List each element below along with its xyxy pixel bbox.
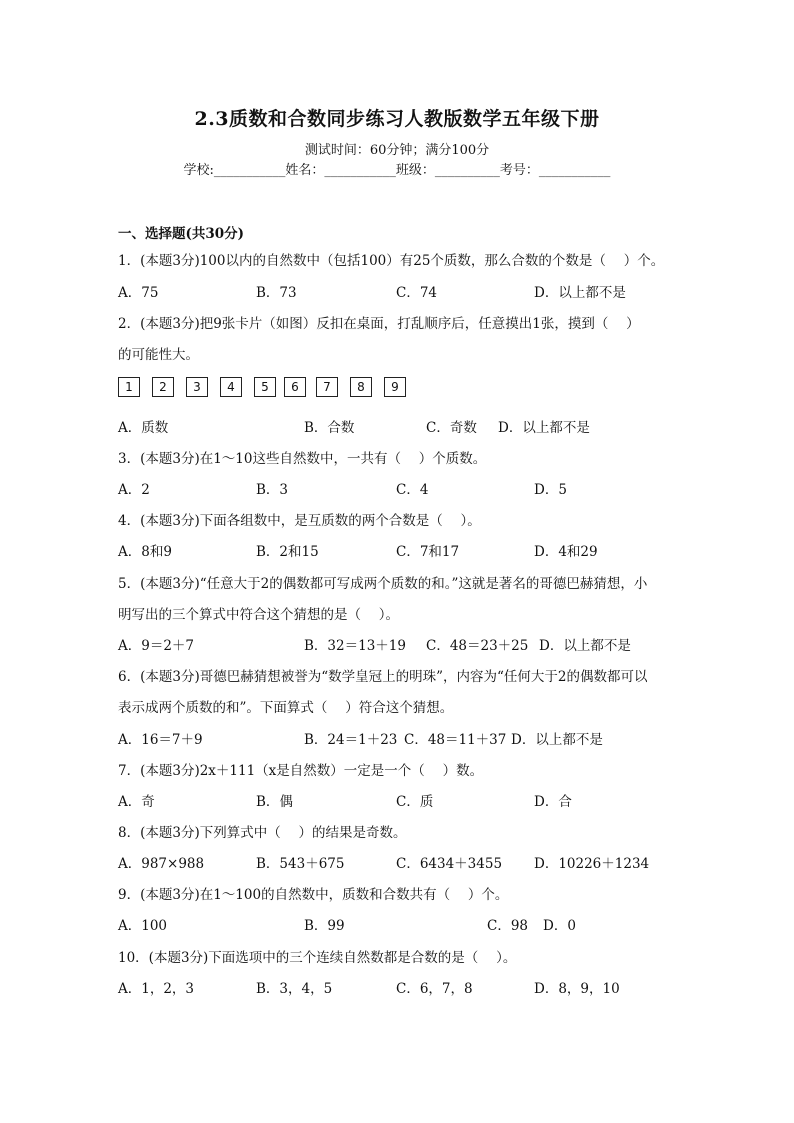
question-9-option-a: A．100 bbox=[118, 918, 168, 934]
question-8-option-c: C．6434＋3455 bbox=[396, 856, 503, 872]
question-5-text-cont: 明写出的三个算式中符合这个猜想的是（ ）。 bbox=[118, 607, 400, 623]
question-4-option-d: D．4和29 bbox=[534, 544, 598, 560]
question-6-option-b: B．24＝1＋23 bbox=[304, 732, 398, 748]
question-7-option-b: B．偶 bbox=[256, 794, 293, 810]
question-2-option-a: A．质数 bbox=[118, 420, 169, 436]
question-5-option-d: D．以上都不是 bbox=[539, 638, 631, 654]
question-3-option-d: D．5 bbox=[534, 482, 567, 498]
question-3-option-b: B．3 bbox=[256, 482, 289, 498]
question-4-option-c: C．7和17 bbox=[396, 544, 460, 560]
number-card: 4 bbox=[220, 377, 242, 397]
question-10-option-a: A．1，2，3 bbox=[118, 981, 195, 997]
question-2-text-cont: 的可能性大。 bbox=[118, 347, 199, 363]
question-7-option-a: A．奇 bbox=[118, 794, 155, 810]
question-6-option-a: A．16＝7＋9 bbox=[118, 732, 203, 748]
question-1-option-d: D．以上都不是 bbox=[534, 285, 626, 301]
question-3-text: 3．(本题3分)在1～10这些自然数中，一共有（ ）个质数。 bbox=[118, 451, 487, 467]
question-9-option-d: D．0 bbox=[543, 918, 576, 934]
number-card: 8 bbox=[350, 377, 372, 397]
number-card: 7 bbox=[316, 377, 338, 397]
question-5-option-c: C．48＝23＋25 bbox=[426, 638, 529, 654]
question-1-option-a: A．75 bbox=[118, 285, 159, 301]
question-6-option-c: C．48＝11＋37 bbox=[404, 732, 507, 748]
test-info: 测试时间：60分钟；满分100分 bbox=[304, 143, 490, 158]
question-8-option-b: B．543＋675 bbox=[256, 856, 345, 872]
question-9-option-b: B．99 bbox=[304, 918, 345, 934]
question-4-option-b: B．2和15 bbox=[256, 544, 319, 560]
number-card: 9 bbox=[384, 377, 406, 397]
question-7-option-c: C．质 bbox=[396, 794, 434, 810]
question-7-text: 7．(本题3分)2x＋111（x是自然数）一定是一个（ ）数。 bbox=[118, 763, 484, 779]
student-info-line: 学校:___________姓名：___________班级：__________考号：___________ bbox=[183, 163, 611, 178]
question-6-text: 6．(本题3分)哥德巴赫猜想被誉为“数学皇冠上的明珠”，内容为“任何大于2的偶数都可以 bbox=[118, 669, 648, 685]
question-8-text: 8．(本题3分)下列算式中（ ）的结果是奇数。 bbox=[118, 825, 407, 841]
question-2-option-c: C．奇数 bbox=[426, 420, 477, 436]
question-4-text: 4．(本题3分)下面各组数中，是互质数的两个合数是（ ）。 bbox=[118, 513, 481, 529]
question-7-option-d: D．合 bbox=[534, 794, 572, 810]
number-card: 6 bbox=[284, 377, 306, 397]
question-4-option-a: A．8和9 bbox=[118, 544, 172, 560]
question-5-option-b: B．32＝13＋19 bbox=[304, 638, 406, 654]
question-2-option-b: B．合数 bbox=[304, 420, 355, 436]
question-2-option-d: D．以上都不是 bbox=[498, 420, 590, 436]
question-6-option-d: D．以上都不是 bbox=[511, 732, 603, 748]
question-9-text: 9．(本题3分)在1～100的自然数中，质数和合数共有（ ）个。 bbox=[118, 887, 509, 903]
question-1-text: 1．(本题3分)100以内的自然数中（包括100）有25个质数，那么合数的个数是（ ）个。 bbox=[118, 253, 665, 269]
question-1-option-b: B．73 bbox=[256, 285, 297, 301]
question-9-option-c: C．98 bbox=[487, 918, 529, 934]
question-8-option-a: A．987×988 bbox=[118, 856, 205, 872]
question-6-text-cont: 表示成两个质数的和”。下面算式（ ）符合这个猜想。 bbox=[118, 700, 454, 716]
question-10-text: 10．(本题3分)下面选项中的三个连续自然数都是合数的是（ ）。 bbox=[118, 950, 517, 966]
number-card: 2 bbox=[152, 377, 174, 397]
question-8-option-d: D．10226＋1234 bbox=[534, 856, 650, 872]
question-5-text: 5．(本题3分)“任意大于2的偶数都可写成两个质数的和。”这就是著名的哥德巴赫猜想，小 bbox=[118, 576, 648, 592]
question-10-option-c: C．6，7，8 bbox=[396, 981, 473, 997]
question-5-option-a: A．9＝2＋7 bbox=[118, 638, 195, 654]
question-1-option-c: C．74 bbox=[396, 285, 438, 301]
question-10-option-b: B．3，4，5 bbox=[256, 981, 333, 997]
question-3-option-c: C．4 bbox=[396, 482, 429, 498]
page-title: 2.3质数和合数同步练习人教版数学五年级下册 bbox=[194, 108, 600, 130]
number-card: 1 bbox=[118, 377, 140, 397]
question-10-option-d: D．8，9，10 bbox=[534, 981, 620, 997]
number-card: 3 bbox=[186, 377, 208, 397]
question-2-text: 2．(本题3分)把9张卡片（如图）反扣在桌面，打乱顺序后，任意摸出1张，摸到（ ） bbox=[118, 316, 640, 332]
section-title: 一、选择题(共30分) bbox=[118, 226, 245, 242]
question-3-option-a: A．2 bbox=[118, 482, 150, 498]
number-card: 5 bbox=[254, 377, 276, 397]
